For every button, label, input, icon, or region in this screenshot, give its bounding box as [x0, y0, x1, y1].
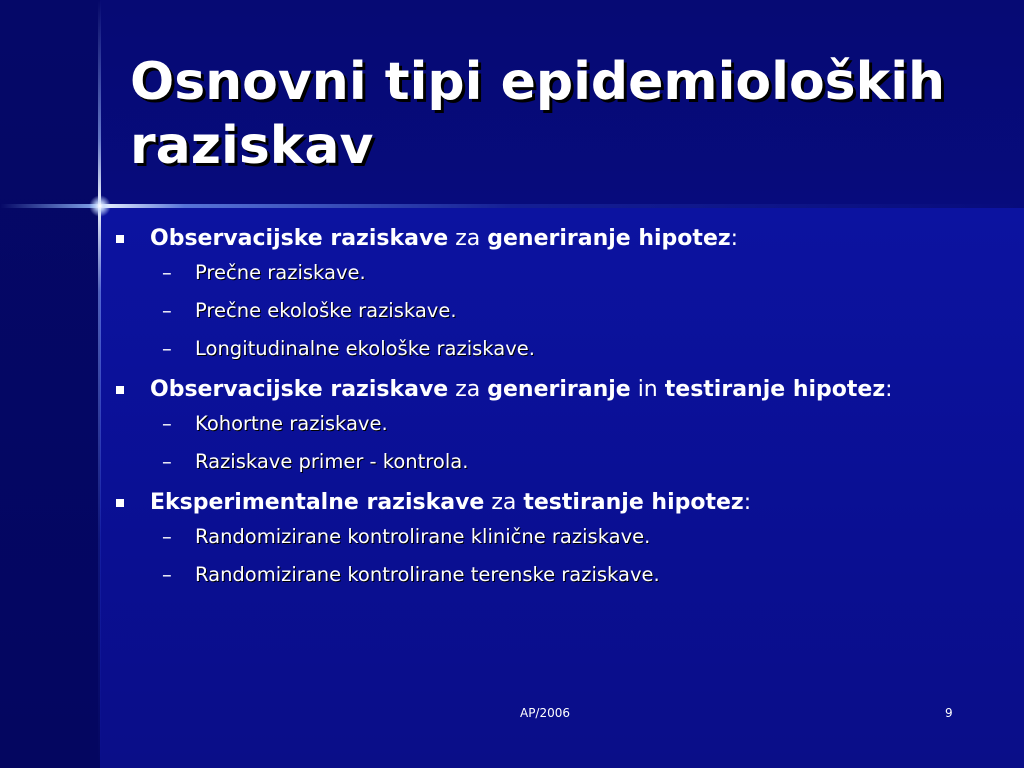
square-bullet-icon — [116, 235, 124, 243]
sub-item — [110, 335, 910, 362]
dash-bullet: – — [162, 412, 172, 435]
sub-item-text: Longitudinalne ekološke raziskave. — [195, 337, 535, 360]
sub-item-text: Randomizirane kontrolirane klinične raziskave. — [195, 525, 651, 548]
sub-item — [110, 297, 910, 324]
dash-bullet: – — [162, 563, 172, 586]
square-bullet-icon — [116, 499, 124, 507]
sub-item — [110, 561, 910, 588]
bullet-bold-text: generiranje hipotez — [487, 226, 731, 251]
dash-bullet: – — [162, 299, 172, 322]
bullet-bold-text: testiranje hipotez — [664, 377, 886, 402]
vertical-light-line — [98, 0, 101, 768]
sub-item-text: Prečne ekološke raziskave. — [195, 299, 457, 322]
horizontal-light-line — [0, 204, 1024, 208]
bullet-text: : — [885, 377, 893, 402]
dash-bullet: – — [162, 525, 172, 548]
bullet-text: in — [630, 377, 665, 402]
star-flare-icon — [89, 195, 111, 217]
dash-bullet: – — [162, 337, 172, 360]
bullet-item — [110, 373, 910, 406]
slide-content — [110, 222, 910, 599]
bullet-item — [110, 222, 910, 255]
dash-bullet: – — [162, 261, 172, 284]
bullet-text: : — [730, 226, 739, 251]
sub-item-text: Randomizirane kontrolirane terenske raziskave. — [195, 563, 660, 586]
bullet-bold-text: Observacijske raziskave — [150, 377, 449, 402]
bullet-bold-text: Eksperimentalne raziskave — [150, 490, 485, 515]
sub-item — [110, 448, 910, 475]
bullet-item — [110, 486, 910, 519]
bullet-bold-text: Observacijske raziskave — [150, 226, 449, 251]
slide-number: 9 — [945, 706, 953, 720]
bullet-text: za — [448, 226, 488, 251]
sub-item-text: Kohortne raziskave. — [195, 412, 388, 435]
bullet-text: za — [484, 490, 524, 515]
square-bullet-icon — [116, 386, 124, 394]
slide-title: Osnovni tipi epidemioloških raziskav — [130, 52, 946, 176]
bullet-text: za — [448, 377, 488, 402]
sub-item — [110, 259, 910, 286]
sub-item-text: Prečne raziskave. — [195, 261, 366, 284]
bullet-bold-text: testiranje hipotez — [523, 490, 744, 515]
sub-item — [110, 523, 910, 550]
bullet-text: : — [743, 490, 752, 515]
sub-item — [110, 410, 910, 437]
left-panel-background — [0, 0, 100, 768]
bullet-bold-text: generiranje — [487, 377, 631, 402]
sub-item-text: Raziskave primer - kontrola. — [195, 450, 469, 473]
dash-bullet: – — [162, 450, 172, 473]
footer-author-date: AP/2006 — [519, 706, 571, 720]
